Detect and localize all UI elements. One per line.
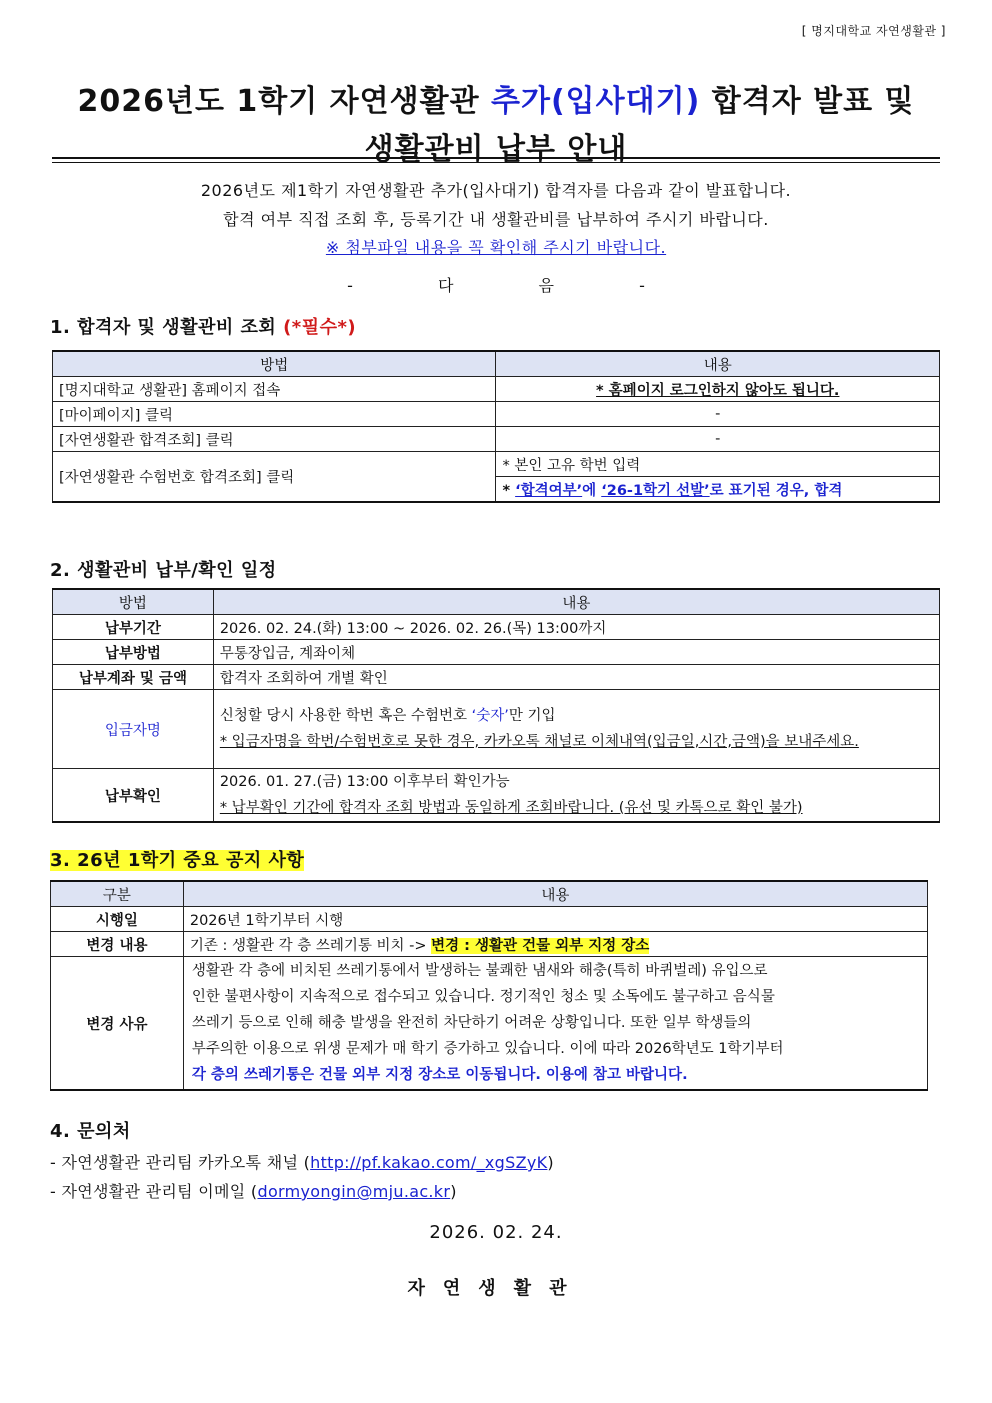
label-cell: 시행일 bbox=[51, 907, 184, 932]
text: ) bbox=[547, 1153, 554, 1172]
issuer-name: 자연생활관 bbox=[407, 1278, 585, 1299]
highlight-change: 변경 : 생활관 건물 외부 지정 장소 bbox=[431, 937, 650, 954]
section1-title-text: 1. 합격자 및 생활관비 조회 bbox=[50, 317, 284, 338]
reason-line: 부주의한 이용으로 위생 문제가 매 학기 증가하고 있습니다. 이에 따라 2026학년도 1학기부터 bbox=[191, 1041, 784, 1057]
content-cell: - bbox=[496, 427, 940, 452]
section-intro-marker: - 다 음 - bbox=[347, 276, 645, 295]
content-cell bbox=[183, 957, 927, 1091]
depositor-line1 bbox=[220, 703, 933, 729]
intro-attachment-note: ※ 첨부파일 내용을 꼭 확인해 주시기 바랍니다. bbox=[325, 238, 667, 257]
header-content: 내용 bbox=[496, 351, 940, 377]
quote-selected: ‘26-1학기 선발’ bbox=[601, 482, 710, 499]
label-cell-depositor: 입금자명 bbox=[53, 690, 214, 769]
section2-title: 2. 생활관비 납부/확인 일정 bbox=[50, 560, 277, 581]
reason-line: 인한 불편사항이 지속적으로 접수되고 있습니다. 정기적인 청소 및 소독에도 불구하고 음식물 bbox=[191, 989, 775, 1005]
text: 신청할 당시 사용한 학번 혹은 수험번호 bbox=[219, 708, 472, 724]
table-row bbox=[53, 402, 940, 427]
text: - 자연생활관 관리팀 이메일 ( bbox=[50, 1182, 258, 1201]
content-cell: 합격자 조회하여 개별 확인 bbox=[213, 665, 939, 690]
method-cell: [마이페이지] 클릭 bbox=[53, 402, 496, 427]
title-divider-thin bbox=[52, 162, 940, 163]
label-cell: 납부방법 bbox=[53, 640, 214, 665]
content-cell: * 홈페이지 로그인하지 않아도 됩니다. bbox=[496, 377, 940, 402]
section4-title: 4. 문의처 bbox=[50, 1121, 131, 1142]
table-row bbox=[53, 377, 940, 402]
text: 만 기입 bbox=[508, 708, 556, 724]
table-row bbox=[53, 665, 940, 690]
header-content: 내용 bbox=[183, 881, 927, 907]
quote-number: ‘숫자’ bbox=[471, 708, 509, 724]
method-cell: [자연생활관 수험번호 합격조회] 클릭 bbox=[53, 452, 496, 503]
contact-kakao bbox=[50, 1150, 554, 1173]
page-title-line2: 생활관비 납부 안내 bbox=[364, 132, 628, 167]
section2-table bbox=[52, 588, 940, 823]
table-header-row bbox=[51, 881, 928, 907]
table-row bbox=[53, 452, 940, 477]
bullet: * bbox=[502, 482, 516, 499]
method-cell: [자연생활관 합격조회] 클릭 bbox=[53, 427, 496, 452]
header-tag: [ 명지대학교 자연생활관 ] bbox=[801, 24, 946, 38]
content-cell: 2026년 1학기부터 시행 bbox=[183, 907, 927, 932]
notice-date: 2026. 02. 24. bbox=[429, 1222, 563, 1243]
header-content: 내용 bbox=[213, 589, 939, 615]
reason-line: 쓰레기 등으로 인해 해충 발생을 완전히 차단하기 어려운 상황입니다. 또한 일부 학생들의 bbox=[191, 1015, 752, 1031]
table-row bbox=[53, 690, 940, 769]
text: 로 표기된 경우, 합격 bbox=[709, 482, 843, 499]
table-row bbox=[53, 427, 940, 452]
content-cell: - bbox=[496, 402, 940, 427]
content-cell bbox=[213, 769, 939, 823]
label-cell: 납부기간 bbox=[53, 615, 214, 640]
header-method: 방법 bbox=[53, 589, 214, 615]
method-cell: [명지대학교 생활관] 홈페이지 접속 bbox=[53, 377, 496, 402]
title-text: 2026년도 1학기 자연생활관 bbox=[77, 84, 491, 119]
table-row bbox=[51, 907, 928, 932]
intro-line2: 합격 여부 직접 조회 후, 등록기간 내 생활관비를 납부하여 주시기 바랍니다. bbox=[223, 210, 769, 229]
section3-title bbox=[50, 846, 304, 872]
title-highlight: 추가(입사대기) bbox=[491, 84, 701, 119]
section1-title bbox=[50, 313, 356, 339]
kakao-link[interactable]: http://pf.kakao.com/_xgSZyK bbox=[310, 1153, 548, 1172]
depositor-line2: * 입금자명을 학번/수험번호로 못한 경우, 카카오톡 채널로 이체내역(입금일,시간,금액)을 보내주세요. bbox=[219, 734, 859, 750]
quote-pass: ‘합격여부’ bbox=[515, 482, 583, 499]
section3-title-text: 3. 26년 1학기 중요 공지 사항 bbox=[50, 850, 305, 871]
confirm-line1: 2026. 01. 27.(금) 13:00 이후부터 확인가능 bbox=[219, 774, 510, 790]
content-cell bbox=[183, 932, 927, 957]
table-row bbox=[53, 640, 940, 665]
text: ) bbox=[450, 1182, 457, 1201]
table-header-row bbox=[53, 589, 940, 615]
table-row bbox=[51, 932, 928, 957]
text: - 자연생활관 관리팀 카카오톡 채널 ( bbox=[50, 1153, 311, 1172]
header-category: 구분 bbox=[51, 881, 184, 907]
text: 에 bbox=[582, 482, 602, 499]
content-cell: 무통장입금, 계좌이체 bbox=[213, 640, 939, 665]
header-method: 방법 bbox=[53, 351, 496, 377]
label-cell: 납부계좌 및 금액 bbox=[53, 665, 214, 690]
title-text-end: 합격자 발표 및 bbox=[700, 84, 915, 119]
text: 기존 : 생활관 각 층 쓰레기통 비치 -> bbox=[189, 937, 432, 954]
page-title-line1 bbox=[0, 76, 992, 120]
title-divider bbox=[52, 157, 940, 159]
contact-email bbox=[50, 1179, 457, 1202]
table-row bbox=[53, 615, 940, 640]
confirm-line2: * 납부확인 기간에 합격자 조회 방법과 동일하게 조회바랍니다. (유선 및 카톡으로 확인 불가) bbox=[219, 800, 803, 816]
table-row bbox=[53, 769, 940, 823]
intro-line1: 2026년도 제1학기 자연생활관 추가(입사대기) 합격자를 다음과 같이 발표합니다. bbox=[200, 181, 792, 200]
content-cell: * 본인 고유 학번 입력 bbox=[496, 452, 940, 477]
label-cell: 납부확인 bbox=[53, 769, 214, 823]
content-cell: 2026. 02. 24.(화) 13:00 ~ 2026. 02. 26.(목) 13:00까지 bbox=[213, 615, 939, 640]
label-cell: 변경 내용 bbox=[51, 932, 184, 957]
content-cell bbox=[496, 477, 940, 503]
section3-table bbox=[50, 880, 928, 1091]
table-row bbox=[51, 957, 928, 1091]
reason-line-emphasis: 각 층의 쓰레기통은 건물 외부 지정 장소로 이동됩니다. 이용에 참고 바랍니다. bbox=[191, 1067, 688, 1083]
email-link[interactable]: dormyongin@mju.ac.kr bbox=[257, 1182, 451, 1201]
content-cell bbox=[213, 690, 939, 769]
section1-table bbox=[52, 350, 940, 503]
required-badge: (*필수*) bbox=[283, 317, 357, 338]
label-cell: 변경 사유 bbox=[51, 957, 184, 1091]
reason-line: 생활관 각 층에 비치된 쓰레기통에서 발생하는 불쾌한 냄새와 해충(특히 바퀴벌레) 유입으로 bbox=[191, 963, 768, 979]
table-header-row bbox=[53, 351, 940, 377]
